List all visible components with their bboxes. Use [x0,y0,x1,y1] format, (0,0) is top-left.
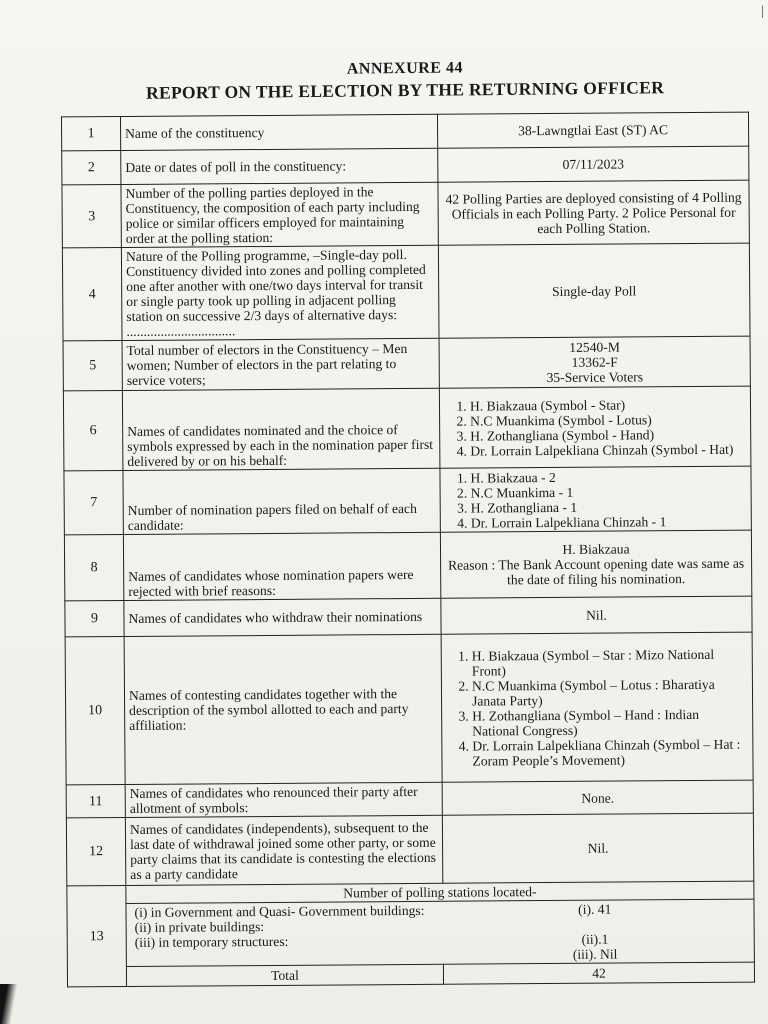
table-row [67,899,754,967]
row-number: 3 [62,184,121,247]
row-description: Names of candidates whose nomination papers were rejected with brief reasons: [123,532,440,600]
row-number: 8 [64,534,123,600]
row-value [440,466,751,532]
row-description: Number of nomination papers filed on behalf of each candidate: [123,468,440,534]
list-item: 3. H. Zothangliana - 1 [471,498,747,515]
rejected-candidate: H. Biakzaua [562,541,630,557]
table-row [62,180,749,248]
electors-men: 12540-M [569,339,620,355]
rejection-reason: Reason : The Bank Account opening date was same as the date of filing his nomination. [447,555,745,588]
table-row [63,336,750,391]
table-row [65,632,753,785]
row-description: Name of the constituency [120,114,437,150]
row-value: Single-day Poll [438,243,750,338]
row-value [439,386,751,468]
row-description: Number of the polling parties deployed in the Constituency, the composition of each party including police or similar officers employed for maintaining order at the polling station: [121,182,438,247]
nomination-count-list [444,468,746,530]
row-number: 4 [62,247,122,340]
row-value: 07/11/2023 [438,146,749,182]
row-description: Nature of the Polling programme, –Single-day poll. Constituency divided into zones and polling completed one after another with one/two days interval for transit or single party took up polling in adjacent polling station on successive 2/3 days of alternative days: ................................ [121,245,439,340]
row-value: 42 Polling Parties are deployed consisting of 4 Polling Officials in each Polling Party. 2 Police Personal for each Polling Station. [438,180,749,245]
row-number: 6 [63,390,123,470]
list-item: 2. N.C Muankima (Symbol – Lotus : Bharatiya Janata Party) [472,676,748,708]
list-item: 1. H. Biakzaua - 2 [470,468,746,485]
row-number: 13 [67,885,127,986]
row-number: 5 [63,340,122,390]
report-title: REPORT ON THE ELECTION BY THE RETURNING OFFICER [145,77,665,103]
list-item: 2. N.C Muankima - 1 [471,483,747,500]
table-row [64,530,751,601]
list-item: 1. H. Biakzaua (Symbol - Star) [470,396,746,413]
list-item: 3. H. Zothangliana (Symbol - Hand) [470,426,746,443]
row-value [441,632,753,782]
total-value: 42 [443,962,754,984]
list-item: 4. Dr. Lorrain Lalpekliana Chinzah - 1 [471,513,747,530]
polling-stations-breakdown [126,899,754,966]
row-description: Total number of electors in the Constituency – Men women; Number of electors in the part relating to service voters; [122,338,439,390]
table-row [62,146,749,185]
table-row [66,813,753,886]
location-private-value: (ii).1 [581,931,609,947]
row-description: Names of candidates who renounced their party after allotment of symbols: [125,782,442,817]
edge-mark: | [761,4,764,19]
scan-shadow [0,984,18,1024]
annexure-label: ANNEXURE 44 [346,59,464,78]
row-description: Names of candidates (independents), subsequent to the last date of withdrawal joined some other party, or some party claims that its candidate is contesting the elections as a party candidate [125,815,442,885]
list-item: 4. Dr. Lorrain Lalpekliana Chinzah (Symbol - Hat) [470,441,746,458]
location-temporary-value: (iii). Nil [572,946,618,962]
row-number: 9 [65,600,124,636]
row-number: 11 [66,784,125,817]
list-item: 4. Dr. Lorrain Lalpekliana Chinzah (Symbol – Hat : Zoram People’s Movement) [472,736,748,768]
report-table [61,112,755,988]
electors-women: 13362-F [571,354,618,370]
row-description: Date or dates of poll in the constituency: [121,148,438,184]
table-row [64,466,751,535]
electors-service: 35-Service Voters [546,369,644,386]
row-number: 1 [61,116,120,150]
list-item: 3. H. Zothangliana (Symbol – Hand : Indian National Congress) [472,706,748,738]
table-row [63,386,751,471]
table-row [66,780,753,818]
table-row [61,112,748,151]
list-item: 2. N.C Muankima (Symbol - Lotus) [470,411,746,428]
location-private-label: (ii) in private buildings: [134,919,265,935]
total-row [67,962,754,987]
row-value [439,336,750,388]
location-govt-label: (i) in Government and Quasi- Government buildings: [134,902,425,920]
candidate-list [444,396,746,458]
document-header [60,56,750,104]
row-description: Names of contesting candidates together with the description of the symbol allotted to each and party affiliation: [124,634,442,784]
table-row [65,596,752,637]
total-label: Total [126,964,443,986]
location-temporary-label: (iii) in temporary structures: [134,933,289,950]
polling-stations-heading: Number of polling stations located- [126,881,754,903]
row-number: 12 [66,817,125,885]
row-description: Names of candidates nominated and the choice of symbols expressed by each in the nomination paper first delivered by or on his behalf: [122,388,440,470]
row-value: Nil. [442,813,753,883]
contesting-candidate-list [446,646,749,768]
row-value: Nil. [441,596,752,634]
location-govt-value: (i). 41 [578,901,612,917]
row-description: Names of candidates who withdraw their nominations [124,598,441,636]
row-value: 38-Lawngtlai East (ST) AC [437,112,748,148]
row-number: 10 [65,636,125,784]
row-value [440,530,751,598]
row-number: 2 [62,150,121,184]
row-number: 7 [64,470,123,534]
table-row [62,243,750,341]
row-value: None. [442,780,753,815]
list-item: 1. H. Biakzaua (Symbol – Star : Mizo National Front) [472,646,748,678]
